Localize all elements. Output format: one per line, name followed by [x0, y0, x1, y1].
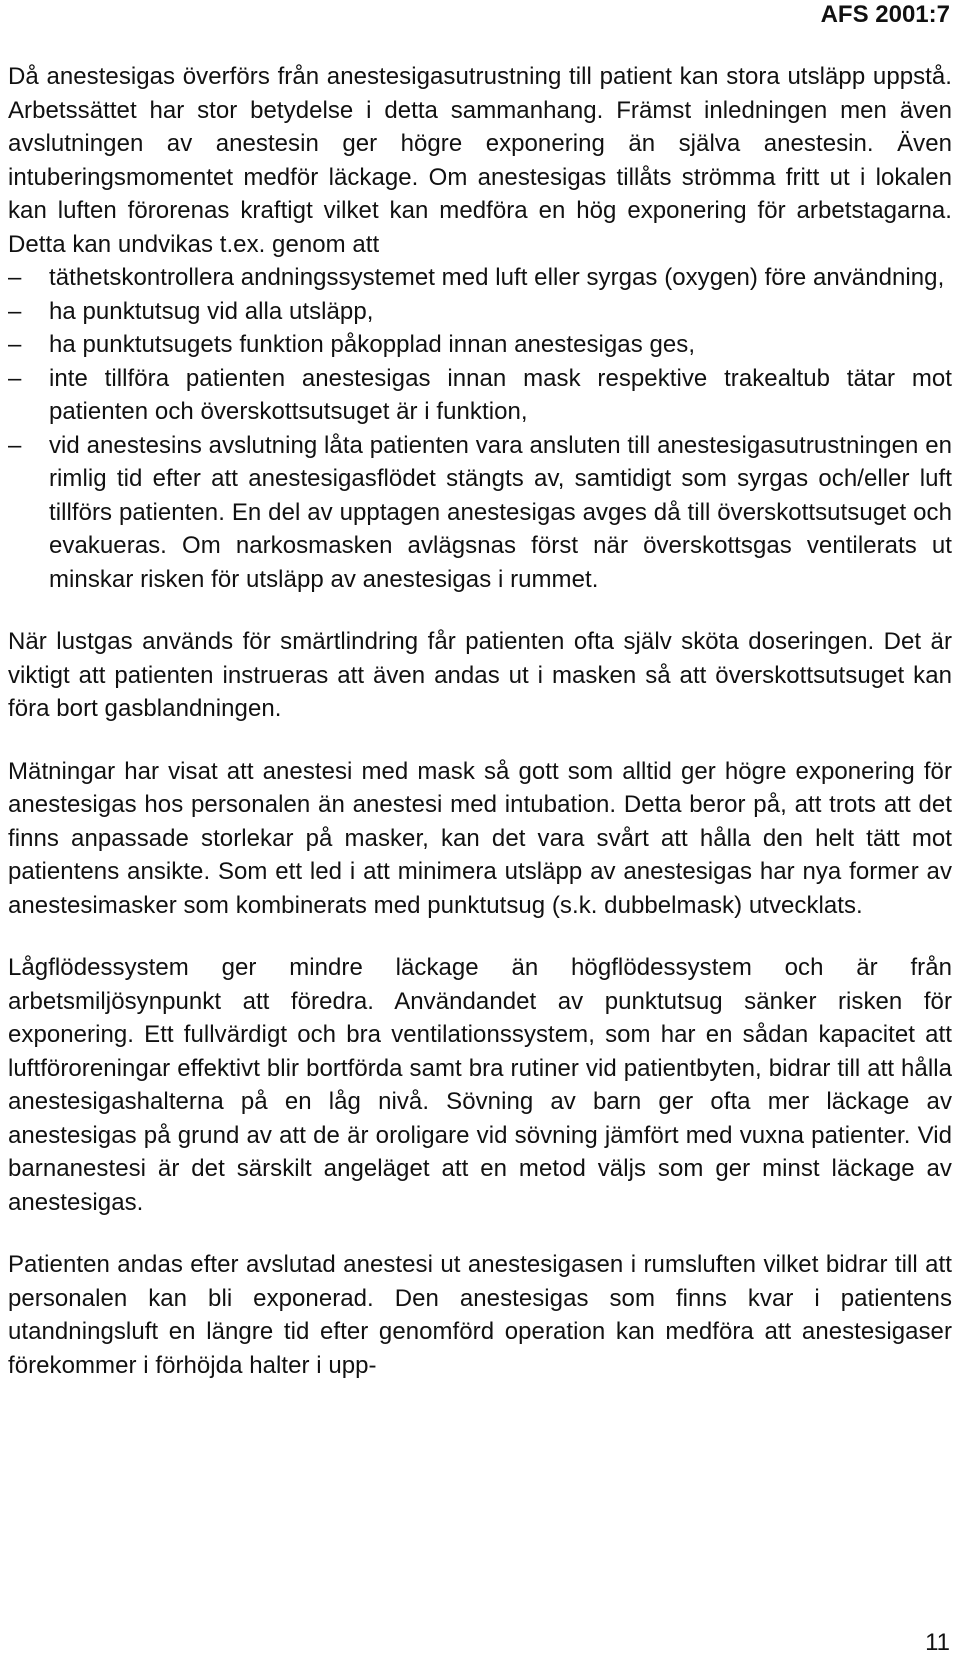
- paragraph-post-anesthesia: Patienten andas efter avslutad anestesi ut anestesigasen i rumsluften vilket bidrar till att personalen kan bli exponerad. Den anestesigas som finns kvar i patientens utandningsluft en längre tid efter genomförd operation kan medföra att anestesigaser förekommer i förhöjda halter i upp-: [8, 1251, 952, 1379]
- list-item: [8, 328, 952, 362]
- list-item-text: vid anestesins avslutning låta patienten vara ansluten till anestesigasutrustningen en rimlig tid efter att anestesigasflödet stängts av, samtidigt som syrgas och/eller luft tillförs patienten. En del av upptagen anestesigas avges då till överskottsutsuget och evakueras. Om narkosmasken avlägsnas först när överskottsgas ventilerats ut minskar risken för utsläpp av anestesigas i rummet.: [49, 431, 952, 593]
- list-item-text: ha punktutsugets funktion påkopplad innan anestesigas ges,: [49, 331, 696, 358]
- list-item-text: täthetskontrollera andningssystemet med luft eller syrgas (oxygen) före användning,: [49, 264, 945, 291]
- bullet-dash: –: [8, 431, 22, 459]
- bullet-dash: –: [8, 264, 22, 291]
- bullet-dash: –: [8, 331, 22, 358]
- document-id-header: AFS 2001:7: [820, 1, 950, 28]
- paragraph-nitrous-oxide: När lustgas används för smärtlindring får patienten ofta själv sköta doseringen. Det är viktigt att patienten instrueras att även andas ut i masken så att överskottsutsuget kan föra bort gasblandningen.: [8, 628, 952, 722]
- paragraph-anesthesia-transfer: Då anestesigas överförs från anestesigasutrustning till patient kan stora utsläpp uppstå. Arbetssättet har stor betydelse i detta sammanhang. Främst inledningen men även avslutningen av anestesin ger högre exponering än själva anestesin. Även intuberingsmomentet medför läckage. Om anestesigas tillåts strömma fritt ut i lokalen kan luften förorenas kraftigt vilket kan medföra en hög exponering för arbetstagarna. Detta kan undvikas t.ex. genom att: [8, 63, 952, 258]
- list-item-text: inte tillföra patienten anestesigas innan mask respektive trakealtub tätar mot patienten och överskottsutsuget är i funktion,: [49, 364, 952, 425]
- list-item: [8, 429, 952, 597]
- bullet-dash: –: [8, 297, 22, 325]
- list-item: [8, 261, 952, 295]
- paragraph-low-flow-systems: Lågflödessystem ger mindre läckage än högflödessystem och är från arbetsmiljösynpunkt att föredra. Användandet av punktutsug sänker risken för exponering. Ett fullvärdigt och bra ventilationssystem, som har en sådan kapacitet att luftföroreningar effektivt blir bortförda samt bra rutiner vid patientbyten, bidrar till att hålla anestesigashalterna på en låg nivå. Sövning av barn ger ofta mer läckage av anestesigas på grund av att de är oroligare vid sövning jämfört med vuxna patienter. Vid barnanestesi är det särskilt angeläget att en metod väljs som ger minst läckage av anestesigas.: [8, 954, 952, 1216]
- measures-list: [8, 261, 952, 596]
- paragraph-mask-measurements: Mätningar har visat att anestesi med mask så gott som alltid ger högre exponering för anestesigas hos personalen än anestesi med intubation. Detta beror på, att trots att det finns anpassade storlekar på masker, kan det vara svårt att hålla den helt tätt mot patientens ansikte. Som ett led i att minimera utsläpp av anestesigas har nya former av anestesimasker som kombinerats med punktutsug (s.k. dubbelmask) utvecklats.: [8, 757, 952, 919]
- list-item: [8, 362, 952, 429]
- list-item: [8, 295, 952, 329]
- bullet-dash: –: [8, 364, 22, 392]
- page-body: [8, 60, 952, 1411]
- page-number: 11: [925, 1629, 950, 1656]
- list-item-text: ha punktutsug vid alla utsläpp,: [49, 297, 374, 325]
